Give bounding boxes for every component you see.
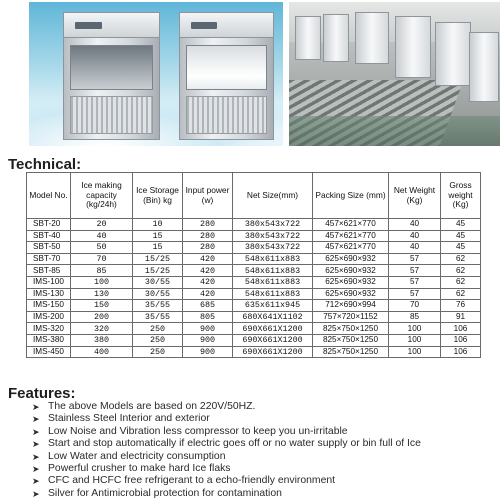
table-cell: 15/25 xyxy=(133,265,183,277)
table-row xyxy=(27,323,481,335)
list-item: ➤ Low Water and electricity consumption xyxy=(32,450,226,462)
table-row xyxy=(27,276,481,288)
table-cell: 62 xyxy=(441,288,481,300)
table-cell: 320 xyxy=(71,323,133,335)
table-row xyxy=(27,230,481,242)
table-cell: 40 xyxy=(389,230,441,242)
table-cell: 625×690×932 xyxy=(313,265,389,277)
table-cell: 35/55 xyxy=(133,300,183,312)
table-cell: 70 xyxy=(389,300,441,312)
table-cell: 757×720×1152 xyxy=(313,311,389,323)
table-cell: 15 xyxy=(133,242,183,254)
machine-unit xyxy=(355,12,389,64)
model-cell: SBT-85 xyxy=(27,265,71,277)
table-cell: 62 xyxy=(441,265,481,277)
features-list xyxy=(32,401,494,500)
machine-unit xyxy=(395,16,431,78)
table-cell: 548x611x883 xyxy=(233,253,313,265)
table-cell: 30/55 xyxy=(133,276,183,288)
table-cell: 900 xyxy=(183,334,233,346)
table-cell: 85 xyxy=(389,311,441,323)
table-cell: 40 xyxy=(389,219,441,231)
arrow-right-icon: ➤ xyxy=(32,451,40,462)
table-cell: 106 xyxy=(441,323,481,335)
model-cell: SBT-20 xyxy=(27,219,71,231)
table-cell: 420 xyxy=(183,288,233,300)
column-header: Net Size(mm) xyxy=(233,173,313,219)
table-cell: 62 xyxy=(441,276,481,288)
table-cell: 625×690×932 xyxy=(313,276,389,288)
table-cell: 805 xyxy=(183,311,233,323)
column-header: Ice making capacity (kg/24h) xyxy=(71,173,133,219)
table-cell: 380x543x722 xyxy=(233,242,313,254)
table-cell: 85 xyxy=(71,265,133,277)
table-cell: 50 xyxy=(71,242,133,254)
machine-unit xyxy=(323,14,349,62)
table-cell: 45 xyxy=(441,242,481,254)
table-cell: 106 xyxy=(441,334,481,346)
model-cell: SBT-70 xyxy=(27,253,71,265)
table-cell: 635x611x945 xyxy=(233,300,313,312)
table-row xyxy=(27,265,481,277)
machine-unit xyxy=(295,16,321,60)
model-cell: IMS-150 xyxy=(27,300,71,312)
table-cell: 280 xyxy=(183,242,233,254)
machine-unit xyxy=(435,22,471,86)
arrow-right-icon: ➤ xyxy=(32,464,40,475)
table-cell: 45 xyxy=(441,230,481,242)
table-header-row xyxy=(27,173,481,219)
spec-table-body xyxy=(27,219,481,358)
list-item: ➤ Start and stop automatically if electric goes off or no water supply or bin full of Ice xyxy=(32,438,421,450)
table-cell: 280 xyxy=(183,230,233,242)
table-cell: 91 xyxy=(441,311,481,323)
column-header: Input power (w) xyxy=(183,173,233,219)
table-cell: 100 xyxy=(71,276,133,288)
model-cell: IMS-100 xyxy=(27,276,71,288)
table-cell: 10 xyxy=(133,219,183,231)
table-cell: 250 xyxy=(133,346,183,358)
machine-unit xyxy=(469,32,499,102)
model-cell: IMS-200 xyxy=(27,311,71,323)
table-cell: 380x543x722 xyxy=(233,230,313,242)
table-cell: 57 xyxy=(389,288,441,300)
table-cell: 200 xyxy=(71,311,133,323)
arrow-right-icon: ➤ xyxy=(32,439,40,450)
table-row xyxy=(27,253,481,265)
features-heading: Features: xyxy=(8,385,76,402)
ice-machine-open xyxy=(179,12,274,140)
table-cell: 35/55 xyxy=(133,311,183,323)
table-cell: 457×621×770 xyxy=(313,230,389,242)
table-row xyxy=(27,334,481,346)
model-cell: IMS-380 xyxy=(27,334,71,346)
model-cell: IMS-320 xyxy=(27,323,71,335)
table-cell: 250 xyxy=(133,323,183,335)
table-cell: 57 xyxy=(389,265,441,277)
model-cell: SBT-50 xyxy=(27,242,71,254)
table-cell: 420 xyxy=(183,276,233,288)
table-cell: 100 xyxy=(389,346,441,358)
table-cell: 900 xyxy=(183,323,233,335)
list-item: ➤ Silver for Antimicrobial protection for contamination xyxy=(32,487,282,499)
ice-machine-closed xyxy=(63,12,160,140)
table-cell: 457×621×770 xyxy=(313,219,389,231)
table-cell: 76 xyxy=(441,300,481,312)
column-header: Ice Storage (Bin) kg xyxy=(133,173,183,219)
table-cell: 57 xyxy=(389,253,441,265)
list-item: ➤ Low Noise and Vibration less compressor to keep you un-irritable xyxy=(32,425,348,437)
column-header: Packing Size (mm) xyxy=(313,173,389,219)
table-cell: 900 xyxy=(183,346,233,358)
table-cell: 45 xyxy=(441,219,481,231)
list-item: ➤ CFC and HCFC free refrigerant to a echo-friendly environment xyxy=(32,475,336,487)
table-cell: 57 xyxy=(389,276,441,288)
table-cell: 100 xyxy=(389,323,441,335)
table-cell: 690X661X1200 xyxy=(233,323,313,335)
table-cell: 250 xyxy=(133,334,183,346)
table-cell: 62 xyxy=(441,253,481,265)
table-cell: 712×690×994 xyxy=(313,300,389,312)
table-cell: 690X661X1200 xyxy=(233,334,313,346)
table-cell: 548x611x883 xyxy=(233,265,313,277)
table-cell: 625×690×932 xyxy=(313,253,389,265)
table-cell: 40 xyxy=(389,242,441,254)
arrow-right-icon: ➤ xyxy=(32,476,40,487)
table-cell: 280 xyxy=(183,219,233,231)
column-header: Model No. xyxy=(27,173,71,219)
table-cell: 825×750×1250 xyxy=(313,346,389,358)
table-cell: 625×690×932 xyxy=(313,288,389,300)
table-cell: 150 xyxy=(71,300,133,312)
table-cell: 548x611x883 xyxy=(233,276,313,288)
table-cell: 106 xyxy=(441,346,481,358)
arrow-right-icon: ➤ xyxy=(32,402,40,412)
table-row xyxy=(27,300,481,312)
arrow-right-icon: ➤ xyxy=(32,488,40,499)
table-cell: 15 xyxy=(133,230,183,242)
arrow-right-icon: ➤ xyxy=(32,414,40,425)
column-header: Gross weight (Kg) xyxy=(441,173,481,219)
column-header: Net Weight (Kg) xyxy=(389,173,441,219)
model-cell: IMS-130 xyxy=(27,288,71,300)
table-cell: 685 xyxy=(183,300,233,312)
table-cell: 20 xyxy=(71,219,133,231)
product-photo-ice-machines xyxy=(29,2,283,146)
table-row xyxy=(27,219,481,231)
table-cell: 380 xyxy=(71,334,133,346)
list-item: ➤ The above Models are based on 220V/50HZ. xyxy=(32,401,256,412)
arrow-right-icon: ➤ xyxy=(32,426,40,437)
table-cell: 825×750×1250 xyxy=(313,334,389,346)
list-item: ➤ Stainless Steel Interior and exterior xyxy=(32,413,210,425)
table-row xyxy=(27,288,481,300)
table-row xyxy=(27,346,481,358)
table-cell: 130 xyxy=(71,288,133,300)
factory-photo xyxy=(289,2,500,146)
technical-heading: Technical: xyxy=(8,156,82,173)
table-cell: 420 xyxy=(183,253,233,265)
spec-table xyxy=(26,172,481,358)
table-cell: 680X641X1102 xyxy=(233,311,313,323)
table-cell: 690X661X1200 xyxy=(233,346,313,358)
table-cell: 100 xyxy=(389,334,441,346)
table-row xyxy=(27,311,481,323)
table-row xyxy=(27,242,481,254)
list-item: ➤ Powerful crusher to make hard Ice flaks xyxy=(32,463,231,475)
table-cell: 420 xyxy=(183,265,233,277)
table-cell: 40 xyxy=(71,230,133,242)
table-cell: 380x543x722 xyxy=(233,219,313,231)
table-cell: 548x611x883 xyxy=(233,288,313,300)
table-cell: 15/25 xyxy=(133,253,183,265)
table-cell: 70 xyxy=(71,253,133,265)
table-cell: 30/55 xyxy=(133,288,183,300)
model-cell: IMS-450 xyxy=(27,346,71,358)
table-cell: 400 xyxy=(71,346,133,358)
table-cell: 457×621×770 xyxy=(313,242,389,254)
model-cell: SBT-40 xyxy=(27,230,71,242)
table-cell: 825×750×1250 xyxy=(313,323,389,335)
